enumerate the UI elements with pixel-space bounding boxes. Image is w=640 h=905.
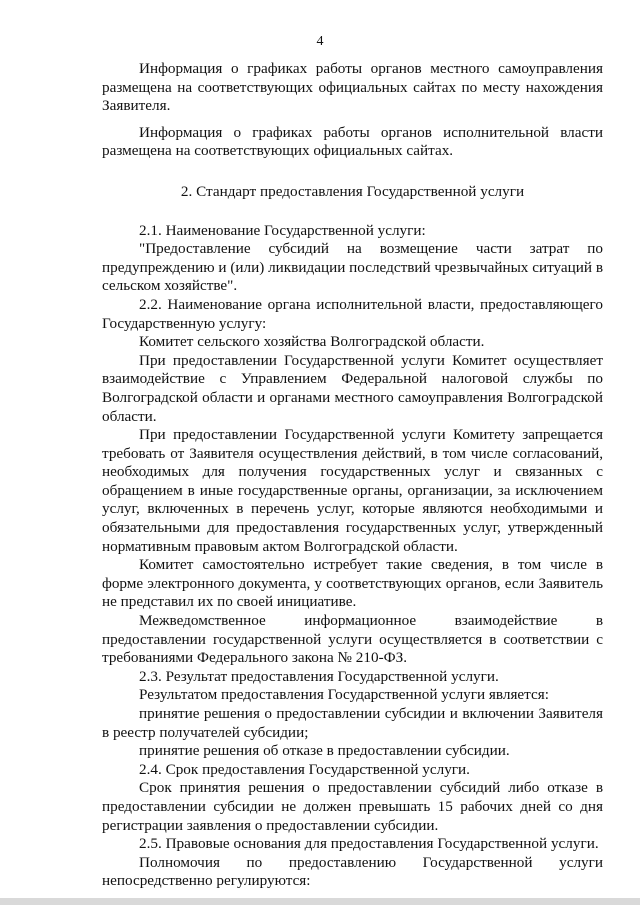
paragraph-result-refusal: принятие решения об отказе в предоставлении субсидии. xyxy=(139,742,510,760)
paragraph-term: Срок принятия решения о предоставлении субсидий либо отказе в предоставлении субсидии не должен превышать 15 рабочих дней со дня регистрации заявления о предоставлении субсидии. xyxy=(102,779,603,834)
paragraph-committee: Комитет сельского хозяйства Волгоградской области. xyxy=(139,333,485,351)
subsection-2-1: 2.1. Наименование Государственной услуги: xyxy=(139,221,426,239)
subsection-2-5: 2.5. Правовые основания для предоставления Государственной услуги. xyxy=(139,835,599,853)
paragraph-requests: Комитет самостоятельно истребует такие сведения, в том числе в форме электронного документа, у соответствующих органов, если Заявитель не представил их по своей инициативе. xyxy=(102,556,603,611)
paragraph-service-name: "Предоставление субсидий на возмещение части затрат по предупреждению и (или) ликвидации последствий чрезвычайных ситуаций в сельском хозяйстве". xyxy=(102,240,603,295)
subsection-2-2: 2.2. Наименование органа исполнительной власти, предоставляющего Государственную услугу: xyxy=(102,295,603,332)
paragraph-powers: Полномочия по предоставлению Государственной услуги непосредственно регулируются: xyxy=(102,853,603,890)
paragraph-local-schedules: Информация о графиках работы органов местного самоуправления размещена на соответствующих официальных сайтах по месту нахождения Заявителя. xyxy=(102,60,603,115)
paragraph-executive-schedules: Информация о графиках работы органов исполнительной власти размещена на соответствующих официальных сайтах. xyxy=(102,123,603,160)
document-body xyxy=(102,60,603,891)
section-heading: 2. Стандарт предоставления Государственной услуги xyxy=(180,182,525,200)
paragraph-result-approval: принятие решения о предоставлении субсидии и включении Заявителя в реестр получателей субсидии; xyxy=(102,705,603,741)
page-number: 4 xyxy=(316,34,324,49)
subsection-2-4: 2.4. Срок предоставления Государственной услуги. xyxy=(139,760,470,778)
subsection-2-3: 2.3. Результат предоставления Государственной услуги. xyxy=(139,667,499,685)
paragraph-result: Результатом предоставления Государственной услуги является: xyxy=(139,686,549,704)
paragraph-interagency: Межведомственное информационное взаимодействие в предоставлении государственной услуги осуществляется в соответствии с требованиями Федерального закона № 210-ФЗ. xyxy=(102,612,603,667)
paragraph-prohibition: При предоставлении Государственной услуги Комитету запрещается требовать от Заявителя осуществления действий, в том числе согласований, необходимых для получения государственных услуг и связанных с обращением в иные государственные органы, организации, за исключением услуг, включенных в перечень услуг, которые являются необходимыми и обязательными для предоставления государственных услуг, утвержденный нормативным правовым актом Волгоградской области. xyxy=(102,426,603,555)
paragraph-interaction: При предоставлении Государственной услуги Комитет осуществляет взаимодействие с Управлением Федеральной налоговой службы по Волгоградской области и органами местного самоуправления Волгоградской области. xyxy=(102,351,603,425)
scan-bottom-edge xyxy=(0,898,640,905)
